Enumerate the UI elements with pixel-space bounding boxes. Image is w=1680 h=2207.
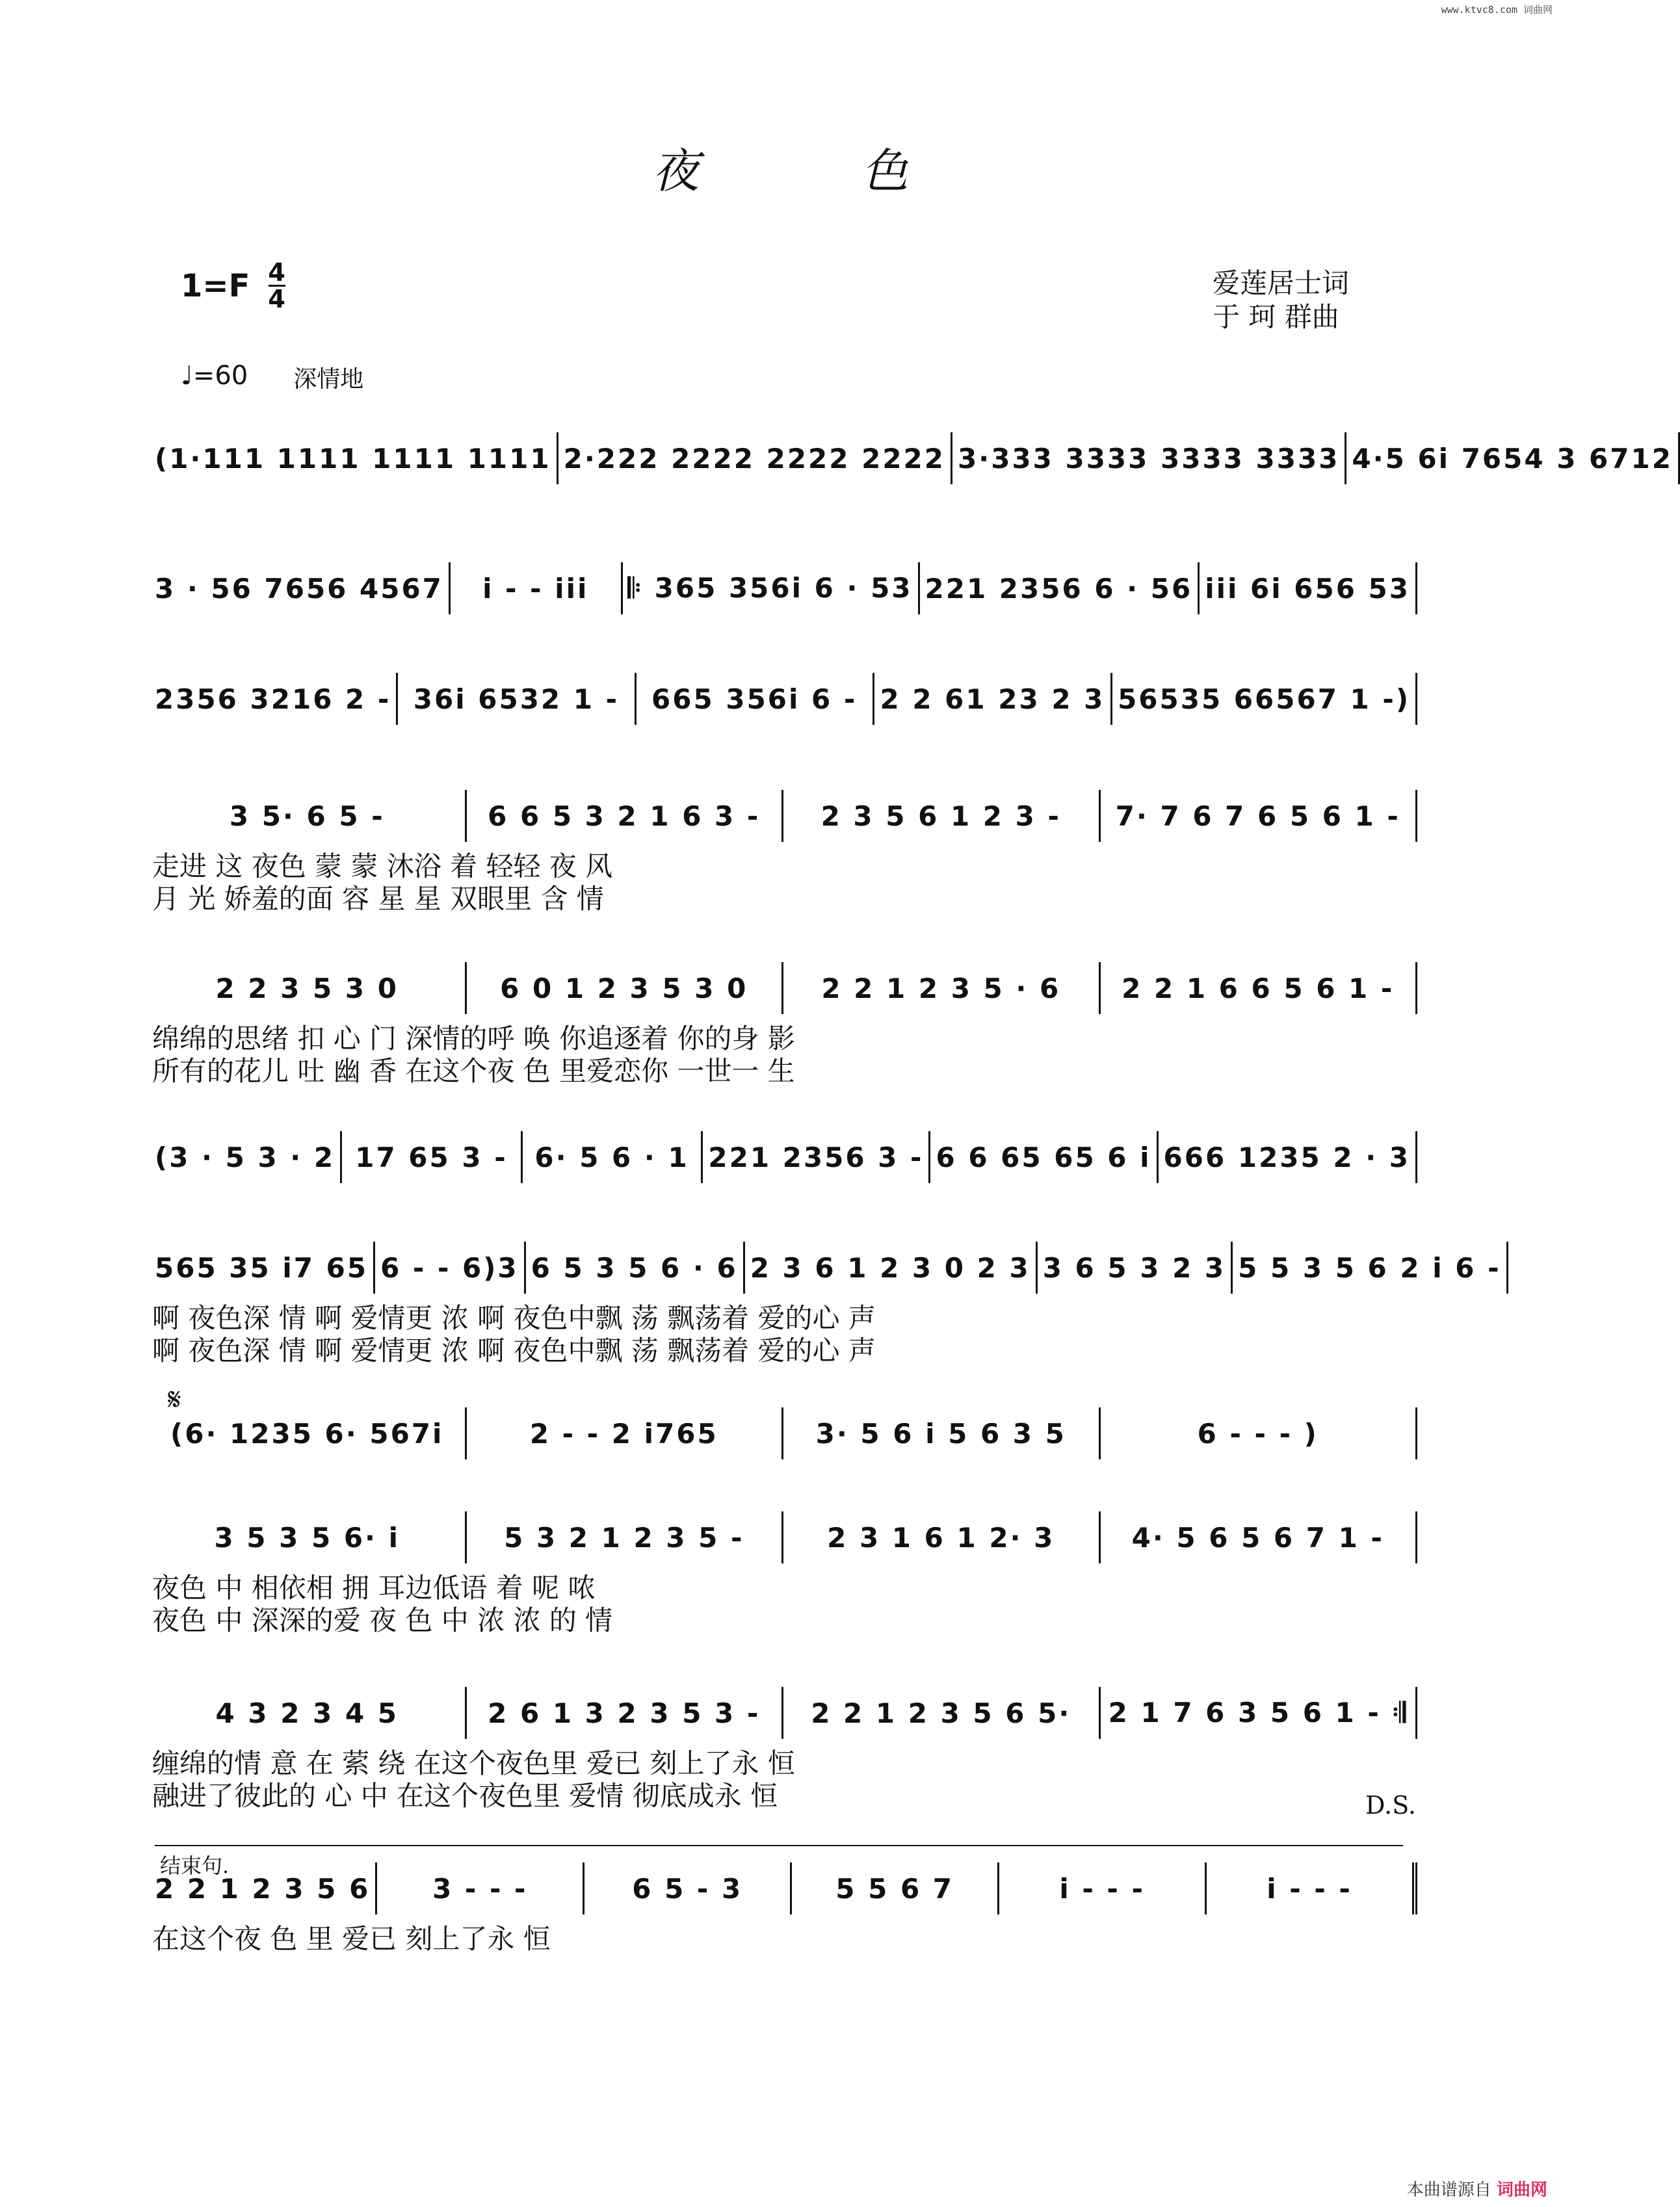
measure [150, 1131, 342, 1183]
measure [792, 1862, 999, 1914]
measure-notes: 4·5 6i 7654 3 6712 [1352, 442, 1673, 475]
lyric-line: 月 光 娇羞的面 容 星 星 双眼里 含 情 [152, 883, 604, 915]
measure [375, 1242, 526, 1294]
measure-notes: 6 5 3 5 6 · 6 [531, 1251, 738, 1284]
measure [467, 1511, 784, 1563]
measure-notes: 6 - - - ) [1197, 1417, 1319, 1450]
measure [342, 1131, 523, 1183]
score-line [150, 1238, 1501, 1366]
score-line [150, 959, 1417, 1087]
measure-notes: i - - - [1059, 1872, 1145, 1905]
measure-notes: 5 5 6 7 [835, 1872, 954, 1905]
measure [150, 1511, 467, 1563]
notes-row [150, 429, 1673, 488]
measure [398, 673, 636, 725]
notes-row [150, 1404, 1417, 1463]
key-text: 1=F [181, 267, 250, 304]
measure-notes: 6 6 5 3 2 1 6 3 - [488, 800, 761, 832]
measure-notes: 6 6 65 65 6 i [936, 1141, 1151, 1173]
watermark-bottom [1407, 2176, 1547, 2200]
lyric-line: 夜色 中 相依相 拥 耳边低语 着 呢 哝 [152, 1572, 596, 1604]
measure-notes: i - - - [1267, 1872, 1352, 1905]
measure-notes: 565 35 i7 65 [155, 1251, 369, 1284]
measure [558, 432, 952, 484]
measure [637, 673, 874, 725]
lyricist: 爱莲居士词 [1213, 267, 1350, 299]
measure-notes: 3 · 56 7656 4567 [155, 572, 443, 605]
coda-label: 结束句. [160, 1853, 230, 1878]
time-sig-bottom: 4 [268, 285, 285, 313]
measure [150, 1242, 375, 1294]
measure-notes: 56535 66567 1 -) [1118, 683, 1411, 715]
measure-notes: 3 5 3 5 6· i [214, 1521, 400, 1554]
measure [523, 1131, 703, 1183]
measure-notes: 2 2 1 2 3 5 6 [155, 1872, 371, 1905]
measure [1101, 1687, 1418, 1739]
notes-row [150, 1684, 1417, 1742]
measure-notes: 7· 7 6 7 6 5 6 1 - [1115, 800, 1400, 832]
measure-notes: 666 1235 2 · 3 [1163, 1141, 1411, 1173]
coda-bracket [155, 1845, 1403, 1846]
measure-notes: 36i 6532 1 - [413, 683, 620, 715]
measure [150, 432, 558, 484]
measure [745, 1242, 1038, 1294]
score-line [150, 670, 1417, 728]
measure-notes: 4 3 2 3 4 5 [215, 1697, 399, 1729]
measure [526, 1242, 745, 1294]
measure [1101, 790, 1418, 842]
measure-notes: 2 2 61 23 2 3 [880, 683, 1105, 715]
measure-notes: 2 - - 2 i765 [529, 1417, 718, 1450]
measure [1207, 1862, 1417, 1914]
measure-notes: iii 6i 656 53 [1205, 572, 1410, 605]
key-signature [181, 260, 285, 311]
measure-notes: 2 3 6 1 2 3 0 2 3 [750, 1251, 1030, 1284]
lyric-line: 啊 夜色深 情 啊 爱情更 浓 啊 夜色中飘 荡 飘荡着 爱的心 声 [152, 1335, 876, 1366]
lyric-line: 啊 夜色深 情 啊 爱情更 浓 啊 夜色中飘 荡 飘荡着 爱的心 声 [152, 1302, 876, 1334]
measure-notes: 6· 5 6 · 1 [534, 1141, 689, 1173]
score-line [150, 429, 1673, 488]
measure [874, 673, 1112, 725]
measure-notes: 2356 3216 2 - [155, 683, 391, 715]
notes-row [150, 1128, 1417, 1186]
measure [623, 562, 920, 614]
ds-mark: D.S. [1365, 1791, 1416, 1820]
score-line [150, 559, 1417, 618]
composer: 于 珂 群曲 [1213, 301, 1339, 333]
measure [584, 1862, 792, 1914]
measure-notes: 5 5 3 5 6 2 i 6 - [1238, 1251, 1501, 1284]
score-line [150, 1508, 1417, 1636]
measure-notes: 4· 5 6 5 6 7 1 - [1131, 1521, 1384, 1554]
measure [920, 562, 1200, 614]
time-signature [268, 260, 285, 311]
measure-notes: 3·333 3333 3333 3333 [958, 442, 1340, 475]
lyric-line: 融进了彼此的 心 中 在这个夜色里 爱情 彻底成永 恒 [152, 1780, 778, 1812]
measure [1101, 1511, 1418, 1563]
measure [999, 1862, 1207, 1914]
measure [467, 962, 784, 1014]
measure [150, 790, 467, 842]
measure-notes: 221 2356 3 - [708, 1141, 924, 1173]
measure-notes: (6· 1235 6· 567i [170, 1417, 444, 1450]
measure [150, 673, 398, 725]
measure [150, 562, 451, 614]
measure-notes: 17 65 3 - [355, 1141, 508, 1173]
measure-notes: 2 2 3 5 3 0 [215, 972, 399, 1004]
expression-mark: 深情地 [293, 366, 364, 393]
watermark-bottom-left: 本曲谱源自 [1406, 2180, 1491, 2200]
lyric-line: 所有的花儿 吐 幽 香 在这个夜 色 里爱恋你 一世一 生 [152, 1055, 795, 1087]
notes-row [150, 559, 1417, 618]
measure [467, 1687, 784, 1739]
measure [1346, 432, 1680, 484]
measure-notes: 2 2 1 2 3 5 · 6 [821, 972, 1061, 1004]
credits [1213, 267, 1349, 334]
measure-notes: 2 2 1 6 6 5 6 1 - [1122, 972, 1395, 1004]
measure [1233, 1242, 1508, 1294]
measure [1112, 673, 1417, 725]
time-sig-top: 4 [268, 258, 285, 287]
measure [150, 1407, 467, 1459]
measure [150, 962, 467, 1014]
measure-notes: 𝄆 365 356i 6 · 53 [627, 572, 913, 604]
watermark-top: www.ktvc8.com 词曲网 [1441, 4, 1553, 16]
measure-notes: 5 3 2 1 2 3 5 - [504, 1521, 744, 1554]
measure [783, 1687, 1101, 1739]
lyric-line: 缠绵的情 意 在 萦 绕 在这个夜色里 爱已 刻上了永 恒 [152, 1747, 795, 1779]
measure [783, 1407, 1101, 1459]
measure-notes: 3· 5 6 i 5 6 3 5 [815, 1417, 1066, 1450]
measure [451, 562, 623, 614]
notes-row [150, 1238, 1501, 1297]
measure-notes: 2 3 5 6 1 2 3 - [820, 800, 1061, 832]
notes-row [150, 1859, 1417, 1918]
measure-notes: 3 5· 6 5 - [229, 800, 385, 832]
measure [783, 1511, 1101, 1563]
lyric-line: 绵绵的思绪 扣 心 门 深情的呼 唤 你追逐着 你的身 影 [152, 1023, 795, 1054]
score-line [150, 787, 1417, 915]
lyric-line: 夜色 中 深深的爱 夜 色 中 浓 浓 的 情 [152, 1604, 613, 1636]
measure-notes: 6 - - 6)3 [380, 1251, 519, 1284]
measure [952, 432, 1346, 484]
measure-notes: 2 1 7 6 3 5 6 1 - 𝄇 [1108, 1697, 1408, 1729]
tempo-row [181, 361, 363, 394]
measure [783, 790, 1101, 842]
score-line [150, 1128, 1417, 1186]
notes-row [150, 787, 1417, 845]
score-line [150, 1859, 1417, 1955]
measure-notes: (3 · 5 3 · 2 [155, 1141, 335, 1173]
measure [377, 1862, 584, 1914]
measure-notes: 6 0 1 2 3 5 3 0 [500, 972, 748, 1004]
notes-row [150, 1508, 1417, 1567]
tempo-mark: ♩=60 [181, 361, 248, 391]
measure [930, 1131, 1158, 1183]
lyric-line: 在这个夜 色 里 爱已 刻上了永 恒 [152, 1923, 551, 1955]
measure-notes: 665 356i 6 - [651, 683, 858, 715]
measure [1200, 562, 1417, 614]
song-title: 夜色 [651, 144, 1071, 198]
measure-notes: 2 2 1 2 3 5 6 5· [811, 1697, 1071, 1729]
measure-notes: (1·111 1111 1111 1111 [155, 442, 551, 475]
measure [150, 1687, 467, 1739]
notes-row [150, 670, 1417, 728]
segno-sign: 𝄋 [168, 1381, 181, 1418]
measure [1159, 1131, 1417, 1183]
measure-notes: i - - iii [482, 572, 589, 605]
measure [783, 962, 1101, 1014]
score-line [150, 1684, 1417, 1812]
measure [1101, 962, 1418, 1014]
measure [1101, 1407, 1418, 1459]
measure [467, 790, 784, 842]
measure [467, 1407, 784, 1459]
watermark-bottom-right: 词曲网 [1496, 2180, 1547, 2200]
measure-notes: 2·222 2222 2222 2222 [563, 442, 946, 475]
measure [1038, 1242, 1233, 1294]
measure-notes: 221 2356 6 · 56 [925, 572, 1193, 605]
measure-notes: 2 3 1 6 1 2· 3 [827, 1521, 1055, 1554]
notes-row [150, 959, 1417, 1017]
lyric-line: 走进 这 夜色 蒙 蒙 沐浴 着 轻轻 夜 风 [152, 850, 613, 882]
measure-notes: 2 6 1 3 2 3 5 3 - [488, 1697, 761, 1729]
measure-notes: 3 - - - [432, 1872, 528, 1905]
measure-notes: 6 5 - 3 [632, 1872, 743, 1905]
score-line [150, 1404, 1417, 1463]
measure [703, 1131, 930, 1183]
measure-notes: 3 6 5 3 2 3 [1042, 1251, 1226, 1284]
